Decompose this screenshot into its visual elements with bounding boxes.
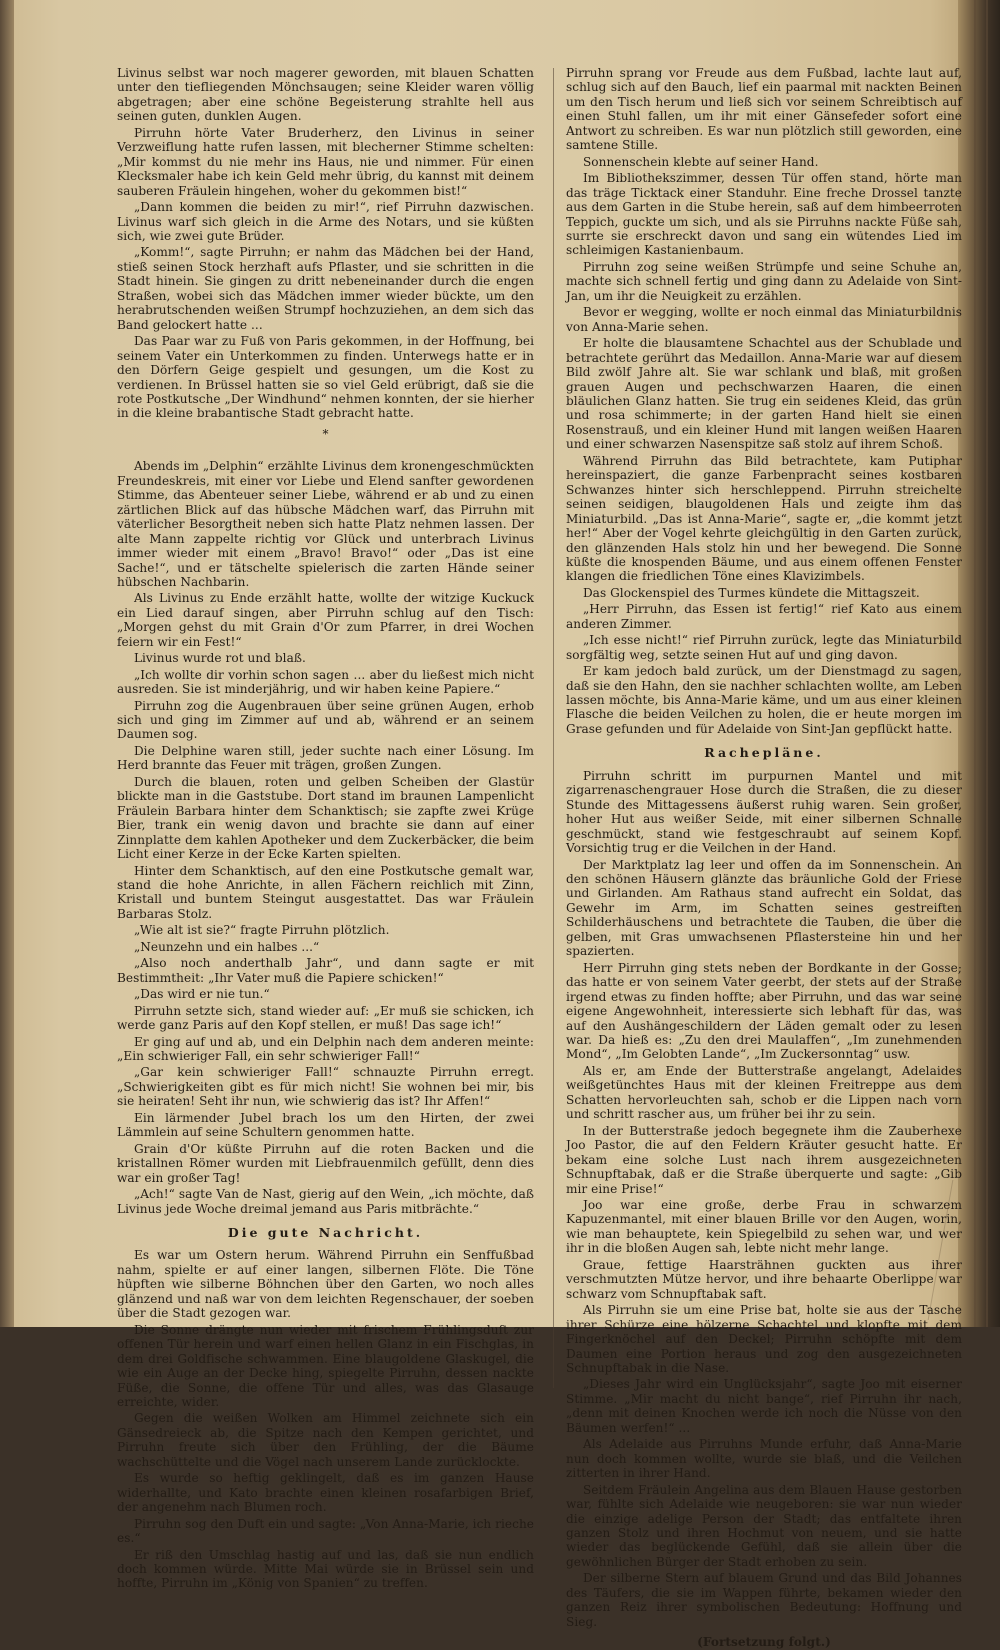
left-column	[117, 66, 534, 1593]
paragraph: „Das wird er nie tun.“	[133, 987, 270, 1002]
paragraph: Pirruhn zog die Augenbrauen über seine grünen Augen, erhob sich und ging im Zimmer auf und ab, während er an seinem Daumen sog.	[117, 698, 534, 742]
paragraph: Als Adelaide aus Pirruhns Munde erfuhr, daß Anna-Marie nun doch kommen wollte, wurde sie blaß, und die Veilchen zitterten in ihrer Hand.	[566, 1437, 962, 1481]
section-heading: Rachepläne.	[704, 745, 824, 761]
binding-line	[986, 0, 988, 1327]
paragraph: Seitdem Fräulein Angelina aus dem Blauen Hause gestorben war, fühlte sich Adelaide wie neugeboren: sie war nun wieder die einzige adelige Person der Stadt; das entfaltete ihren ganzen Stolz und ihren Hochmut von neuem, und sie hatte wieder das beglückende Gefühl, daß sie allein über die gewöhnlichen Bürger der Stadt erhoben zu sein.	[566, 1482, 962, 1569]
paragraph: Sonnenschein klebte auf seiner Hand.	[582, 154, 819, 169]
paragraph: Als Pirruhn sie um eine Prise bat, holte sie aus der Tasche ihrer Schürze eine hölzerne Schachtel und klopfte mit dem Fingerknöchel auf den Deckel; Pirruhn schöpfte mit dem Daumen eine Portion heraus und zog den ausgezeichneten Schnupftabak in die Nase.	[566, 1303, 962, 1375]
paragraph: Er kam jedoch bald zurück, um der Dienstmagd zu sagen, daß sie den Hahn, den sie nachher schlachten wollte, am Leben lassen möchte, bis Anna-Marie käme, und um aus einer kleinen Flasche die beiden Veilchen zu holen, die er heute morgen im Grase gefunden und für Adelaide von Sint-Jan gepflückt hatte.	[566, 664, 962, 736]
paragraph: Er ging auf und ab, und ein Delphin nach dem anderen meinte: „Ein schwieriger Fall, ein sehr schwieriger Fall!“	[117, 1034, 534, 1063]
right-column	[566, 66, 962, 1650]
column-divider	[553, 68, 554, 1388]
paragraph: Das Paar war zu Fuß von Paris gekommen, in der Hoffnung, bei seinem Vater ein Unterkommen zu finden. Unterwegs hatte er in den Dörfern Geige gespielt und gesungen, um die Kost zu verdienen. In Brüssel hatten sie so viel Geld erübrigt, daß sie die rote Postkutsche „Der Windhund“ nehmen konnten, der sie hierher in die kleine brabantische Stadt gebracht hatte.	[117, 334, 534, 421]
paragraph: „Neunzehn und ein halbes ...“	[133, 939, 320, 954]
page-binding-left	[0, 0, 14, 1327]
paragraph: Herr Pirruhn ging stets neben der Bordkante in der Gosse; das hatte er von seinem Vater geerbt, der stets auf der Straße irgend etwas zu finden hoffte; aber Pirruhn, und das war seine eigene Angewohnheit, interessierte sich lebhaft für das, was auf den Aushängeschildern der Läden gemalt oder zu lesen war. Da hieß es: „Zu den drei Maulaffen“, „Im zunehmenden Mond“, „Im Gelobten Lande“, „Im Zuckersonntag“ usw.	[566, 960, 962, 1062]
paragraph: In der Butterstraße jedoch begegnete ihm die Zauberhexe Joo Pastor, die auf den Feldern Kräuter gesucht hatte. Er bekam eine solche Lust nach ihrem ausgezeichneten Schnupftabak, daß er die Straße überquerte und sagte: „Gib mir eine Prise!“	[566, 1123, 962, 1196]
paragraph: Die Sonne drängte nun wieder mit frischem Frühlingsduft zur offenen Tür herein und warf einen hellen Glanz in ein Fischglas, in dem drei Goldfische schwammen. Eine blaugoldene Glaskugel, die wie ein Auge an der Decke hing, spiegelte Pirruhn, dessen nackte Füße, die Sonne, die offene Tür und alles, was das Glasauge erreichte, wider.	[117, 1322, 534, 1409]
paragraph: Bevor er wegging, wollte er noch einmal das Miniaturbildnis von Anna-Marie sehen.	[566, 305, 962, 334]
paragraph: Abends im „Delphin“ erzählte Livinus dem kronengeschmückten Freundeskreis, mit einer vor Liebe und Elend sanfter gewordenen Stimme, das Abenteuer seiner Liebe, während er ab und zu einen zärtlichen Blick auf das hübsche Mädchen warf, das Pirruhn mit väterlicher Besorgtheit neben sich hatte Platz nehmen lassen. Der alte Mann zappelte richtig vor Glück und unterbrach Livinus immer wieder mit einem „Bravo! Bravo!“ oder „Das ist eine Sache!“, und er tätschelte spielerisch die zarten Hände seiner hübschen Nachbarin.	[117, 459, 534, 589]
paragraph: Pirruhn setzte sich, stand wieder auf: „Er muß sie schicken, ich werde ganz Paris auf den Kopf stellen, er muß! Das sage ich!“	[117, 1003, 534, 1033]
paragraph: Livinus selbst war noch magerer geworden, mit blauen Schatten unter den tiefliegenden Mönchsaugen; seine Kleider waren völlig abgetragen; aber eine schöne Begeisterung strahlte hell aus seinen guten, dunklen Augen.	[117, 66, 534, 124]
paragraph: „Gar kein schwieriger Fall!“ schnauzte Pirruhn erregt. „Schwierigkeiten gibt es für mich nicht! Sie wohnen bei mir, bis sie heiraten! Seht ihr nun, wie schwierig das ist? Ihr Affen!“	[117, 1065, 534, 1109]
paragraph: Joo war eine große, derbe Frau in schwarzem Kapuzenmantel, mit einer blauen Brille vor den Augen, worin, wie man behauptete, kein Spiegelbild zu sehen war, und wer ihr in die bloßen Augen sah, lebte nicht mehr lange.	[566, 1197, 962, 1256]
paragraph: „Dieses Jahr wird ein Unglücksjahr“, sagte Joo mit eiserner Stimme. „Mir macht du nicht bange“, rief Pirruhn ihr nach, „denn mit deinen Knochen werde ich noch die Nüsse von den Bäumen werfen!“ ...	[566, 1377, 962, 1435]
section-heading: Die gute Nachricht.	[227, 1224, 424, 1240]
paragraph: Pirruhn sog den Duft ein und sagte: „Von Anna-Marie, ich rieche es.“	[117, 1516, 534, 1546]
paragraph: Pirruhn schritt im purpurnen Mantel und mit zigarrenaschengrauer Hose durch die Straßen, die zu dieser Stunde des Mittagessens äußerst ruhig waren. Sein großer, hoher Hut aus weißer Seide, mit einer silbernen Schnalle geschmückt, stand wie festgeschraubt auf seinem Kopf. Vorsichtig trug er die Veilchen in der Hand.	[566, 768, 962, 856]
continuation-note: (Fortsetzung folgt.)	[697, 1635, 831, 1650]
paragraph: Durch die blauen, roten und gelben Scheiben der Glastür blickte man in die Gaststube. Dort stand im braunen Lampenlicht Fräulein Barbara hinter dem Schanktisch; sie zapfte zwei Krüge Bier, trank ein wenig davon und brachte sie dann auf einer Zinnplatte dem kahlen Apotheker und dem Zuckerbäcker, die beim Licht einer Kerze in der Ecke Karten spielten.	[117, 774, 534, 862]
paragraph: Pirruhn hörte Vater Bruderherz, den Livinus in seiner Verzweiflung hatte rufen lassen, mit blecherner Stimme schelten: „Mir kommst du nie mehr ins Haus, nie und nimmer. Für einen Klecksmaler habe ich kein Geld mehr übrig, du kannst mit deinem sauberen Fräulein hingehen, woher du gekommen bist!“	[117, 125, 534, 198]
paragraph: „Dann kommen die beiden zu mir!“, rief Pirruhn dazwischen. Livinus warf sich gleich in die Arme des Notars, und sie küßten sich, wie zwei gute Brüder.	[117, 200, 534, 243]
section-separator: *	[322, 426, 329, 441]
paragraph: Hinter dem Schanktisch, auf den eine Postkutsche gemalt war, stand die hohe Anrichte, in allen Fächern reichlich mit Zinn, Kristall und buntem Steingut ausgestattet. Das war Fräulein Barbaras Stolz.	[117, 863, 534, 921]
binding-line	[974, 0, 976, 1327]
paragraph: „Ich wollte dir vorhin schon sagen ... aber du ließest mich nicht ausreden. Sie ist minderjährig, und wir haben keine Papiere.“	[117, 667, 534, 697]
paragraph: Es wurde so heftig geklingelt, daß es im ganzen Hause widerhallte, und Kato brachte einen kleinen rosafarbigen Brief, der angenehm nach Blumen roch.	[117, 1471, 534, 1515]
paragraph: „Wie alt ist sie?“ fragte Pirruhn plötzlich.	[133, 923, 390, 938]
paragraph: Er holte die blausamtene Schachtel aus der Schublade und betrachtete gerührt das Medaillon. Anna-Marie war auf diesem Bild zwölf Jahre alt. Sie war schlank und blaß, mit großen grauen Augen und pechschwarzen Haaren, die einen bläulichen Glanz hatten. Sie trug ein seidenes Kleid, das grün und rosa schimmerte; in der garten Hand hielt sie einen Rosenstrauß, und ein kleiner Hund mit langen weißen Haaren und einer schwarzen Nasenspitze saß stolz auf ihrem Schoß.	[566, 336, 962, 452]
paragraph: Pirruhn zog seine weißen Strümpfe und seine Schuhe an, machte sich schnell fertig und ging dann zu Adelaide von Sint-Jan, um ihr die Neuigkeit zu erzählen.	[566, 259, 962, 303]
paragraph: Gegen die weißen Wolken am Himmel zeichnete sich ein Gänsedreieck ab, die Spitze nach den Kempen gerichtet, und Pirruhn freute sich über den Frühling, der die Bäume wachschüttelte und die Vögel nach unserem Lande zurücklockte.	[117, 1411, 534, 1469]
paragraph: Als er, am Ende der Butterstraße angelangt, Adelaides weißgetünchtes Haus mit der kleinen Freitreppe aus dem Schatten hervorleuchten sah, schob er die Lippen nach vorn und schritt rascher aus, um früher bei ihr zu sein.	[566, 1063, 962, 1122]
paragraph: Livinus wurde rot und blaß.	[133, 651, 306, 666]
paragraph: Während Pirruhn das Bild betrachtete, kam Putiphar hereinspaziert, die ganze Farbenpracht seines kostbaren Schwanzes hinter sich herschleppend. Pirruhn streichelte seinen seidigen, blaugoldenen Hals und zeigte ihm das Miniaturbild. „Das ist Anna-Marie“, sagte er, „die kommt jetzt her!“ Aber der Vogel kehrte gleichgültig in den Garten zurück, den glänzenden Hals stolz hin und her bewegend. Die Sonne küßte die knospenden Bäume, und aus einem offenen Fenster klangen die friedlichen Töne eines Klavizimbels.	[566, 453, 962, 584]
paragraph: Grain d'Or küßte Pirruhn auf die roten Backen und die kristallnen Römer wurden mit Liebfrauenmilch gefüllt, denn dies war ein großer Tag!	[117, 1141, 534, 1185]
paragraph: „Ach!“ sagte Van de Nast, gierig auf den Wein, „ich möchte, daß Livinus jede Woche dreimal jemand aus Paris mitbrächte.“	[117, 1187, 534, 1216]
paragraph: Das Glockenspiel des Turmes kündete die Mittagszeit.	[582, 585, 920, 600]
paragraph: Der silberne Stern auf blauem Grund und das Bild Johannes des Täufers, die sie im Wappen führte, bekamen wieder den ganzen Reiz ihrer symbolischen Bedeutung: Hoffnung und Sieg.	[566, 1571, 962, 1629]
paragraph: „Also noch anderthalb Jahr“, und dann sagte er mit Bestimmtheit: „Ihr Vater muß die Papiere schicken!“	[117, 956, 534, 985]
paragraph: Der Marktplatz lag leer und offen da im Sonnenschein. An den schönen Häusern glänzte das bräunliche Gold der Friese und Girlanden. Am Rathaus stand aufrecht ein Soldat, das Gewehr im Arm, im Schatten seines gestreiften Schilderhäuschens und betrachtete die Tauben, die über die gelben, mit Gras umwachsenen Pflastersteine hin und her spazierten.	[566, 857, 962, 959]
paragraph: „Komm!“, sagte Pirruhn; er nahm das Mädchen bei der Hand, stieß seinen Stock herzhaft aufs Pflaster, und sie schritten in die Stadt hinein. Sie gingen zu dritt nebeneinander durch die engen Straßen, wobei sich das Mädchen immer wieder bückte, um den herabrutschenden weißen Strumpf hochzuziehen, an dem sich das Band gelockert hatte ...	[117, 245, 534, 332]
paragraph: „Herr Pirruhn, das Essen ist fertig!“ rief Kato aus einem anderen Zimmer.	[566, 602, 962, 631]
paragraph: Ein lärmender Jubel brach los um den Hirten, der zwei Lämmlein auf seine Schultern genommen hatte.	[117, 1110, 534, 1140]
page-binding-right	[958, 0, 1000, 1327]
paragraph: Pirruhn sprang vor Freude aus dem Fußbad, lachte laut auf, schlug sich auf den Bauch, lief ein paarmal mit nackten Beinen um den Tisch herum und ließ sich vor seinem Schreibtisch auf einen Stuhl fallen, um ihr mit einer Gänsefeder sofort eine Antwort zu schreiben. Es war nun plötzlich still geworden, eine samtene Stille.	[566, 66, 962, 153]
paragraph: Graue, fettige Haarsträhnen guckten aus ihrer verschmutzten Mütze hervor, und ihre behaarte Oberlippe war schwarz vom Schnupftabak saft.	[566, 1257, 962, 1301]
paragraph: Er riß den Umschlag hastig auf und las, daß sie nun endlich doch kommen würde. Mitte Mai würde sie in Brüssel sein und hoffte, Pirruhn im „König von Spanien“ zu treffen.	[117, 1547, 534, 1591]
paragraph: Im Bibliothekszimmer, dessen Tür offen stand, hörte man das träge Ticktack einer Standuhr. Eine freche Drossel tanzte aus dem Garten in die Stube herein, saß auf dem himbeerroten Teppich, guckte um sich, und als sie Pirruhns nackte Füße sah, surrte sie erschreckt davon und sang ein wütendes Lied im schleimigen Kastanienbaum.	[566, 171, 962, 258]
paragraph: Die Delphine waren still, jeder suchte nach einer Lösung. Im Herd brannte das Feuer mit trägen, großen Zungen.	[117, 743, 534, 773]
paragraph: Als Livinus zu Ende erzählt hatte, wollte der witzige Kuckuck ein Lied darauf singen, aber Pirruhn schlug auf den Tisch: „Morgen gehst du mit Grain d'Or zum Pfarrer, in drei Wochen feiern wir ein Fest!“	[117, 591, 534, 649]
paragraph: Es war um Ostern herum. Während Pirruhn ein Senffußbad nahm, spielte er auf einer langen, silbernen Flöte. Die Töne hüpften wie silberne Böhnchen über den Garten, wo noch alles glänzend und naß war von dem leichten Regenschauer, der soeben über die Stadt gezogen war.	[117, 1248, 534, 1321]
paragraph: „Ich esse nicht!“ rief Pirruhn zurück, legte das Miniaturbild sorgfältig weg, setzte seinen Hut auf und ging davon.	[566, 633, 962, 662]
